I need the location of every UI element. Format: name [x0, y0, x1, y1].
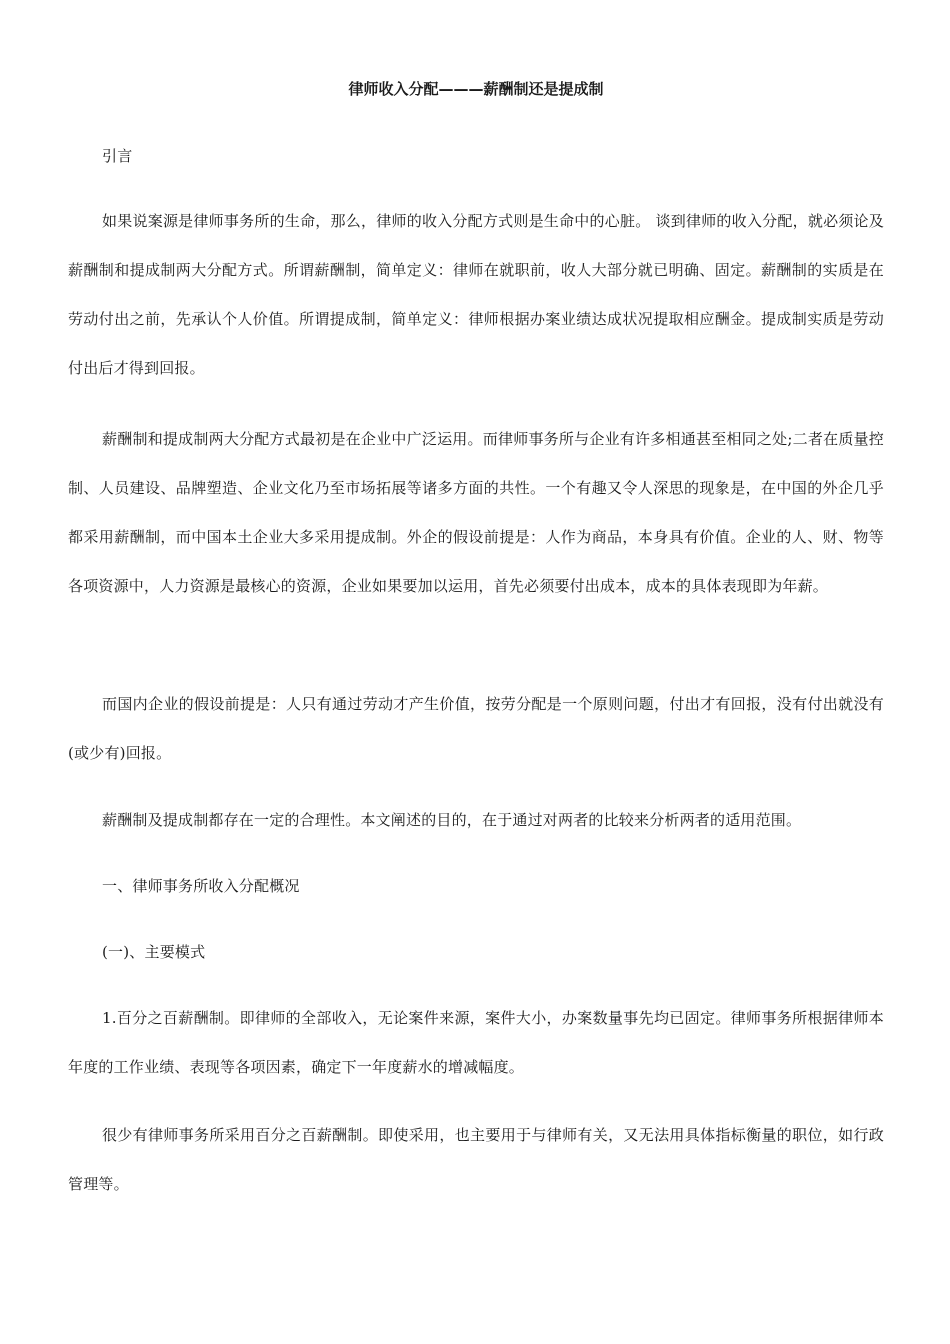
- paragraph-3: 而国内企业的假设前提是：人只有通过劳动才产生价值，按劳分配是一个原则问题，付出才有回报，没有付出就没有(或少有)回报。: [68, 695, 884, 762]
- paragraph-1: 如果说案源是律师事务所的生命，那么，律师的收入分配方式则是生命中的心脏。 谈到律师的收入分配，就必须论及薪酬制和提成制两大分配方式。所谓薪酬制，简单定义：律师在就职前，收人大部分就已明确、固定。薪酬制的实质是在劳动付出之前，先承认个人价值。所谓提成制，简单定义：律师根据办案业绩达成状况提取相应酬金。提成制实质是劳动付出后才得到回报。: [68, 212, 884, 377]
- paragraph-2: 薪酬制和提成制两大分配方式最初是在企业中广泛运用。而律师事务所与企业有许多相通甚至相同之处;二者在质量控制、人员建设、品牌塑造、企业文化乃至市场拓展等诸多方面的共性。一个有趣又令人深思的现象是，在中国的外企几乎都采用薪酬制，而中国本土企业大多采用提成制。外企的假设前提是：人作为商品，本身具有价值。企业的人、财、物等各项资源中，人力资源是最核心的资源，企业如果要加以运用，首先必须要付出成本，成本的具体表现即为年薪。: [68, 430, 884, 595]
- paragraph-intro-heading: 引言: [102, 147, 133, 165]
- paragraph-5: 1.百分之百薪酬制。即律师的全部收入，无论案件来源，案件大小，办案数量事先均已固定。律师事务所根据律师本年度的工作业绩、表现等各项因素，确定下一年度薪水的增减幅度。: [68, 1009, 884, 1076]
- section-heading-1: 一、律师事务所收入分配概况: [102, 877, 300, 895]
- paragraph-6: 很少有律师事务所采用百分之百薪酬制。即使采用，也主要用于与律师有关，又无法用具体指标衡量的职位，如行政管理等。: [68, 1126, 884, 1193]
- subsection-heading-1: (一)、主要模式: [102, 943, 206, 961]
- document-title: 律师收入分配———薪酬制还是提成制: [348, 80, 604, 98]
- paragraph-4: 薪酬制及提成制都存在一定的合理性。本文阐述的目的，在于通过对两者的比较来分析两者的适用范围。: [102, 811, 802, 829]
